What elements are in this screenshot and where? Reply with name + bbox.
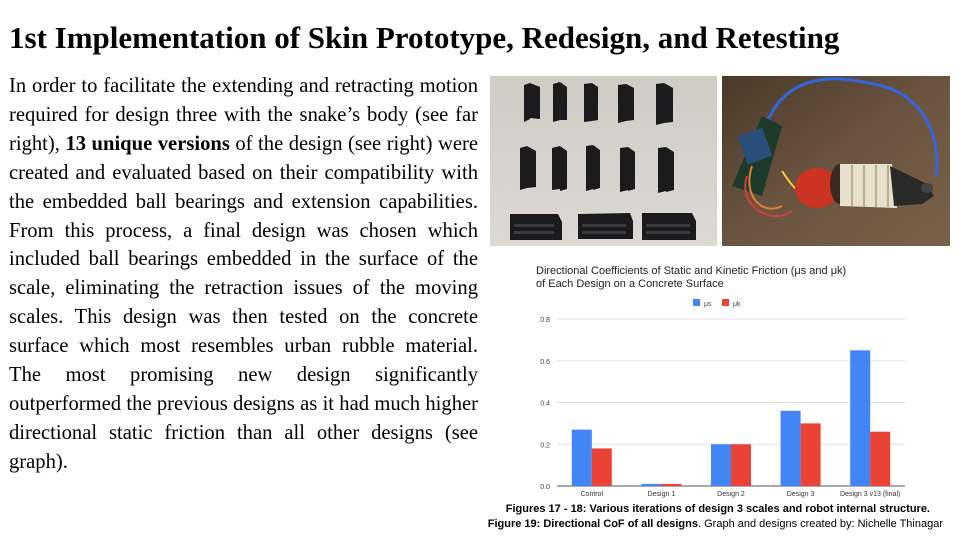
- bar-static-4: [850, 350, 870, 486]
- chart-title-line-2: of Each Design on a Concrete Surface: [536, 278, 724, 290]
- bar-static-0: [572, 430, 592, 486]
- bar-kinetic-0: [592, 448, 612, 486]
- x-tick-label-3: Design 3: [786, 491, 815, 498]
- legend-swatch-1: [722, 299, 729, 306]
- y-tick-label-1: 0.2: [540, 442, 550, 450]
- y-tick-label-3: 0.6: [540, 358, 550, 366]
- bar-static-1: [641, 484, 661, 486]
- friction-chart-svg: [527, 257, 932, 502]
- bar-kinetic-1: [661, 484, 681, 486]
- chart-bars: [572, 350, 890, 486]
- robot-photo: [722, 76, 950, 246]
- legend-label-0: μs: [704, 301, 712, 308]
- x-tick-label-1: Design 1: [647, 491, 676, 498]
- friction-chart: [527, 257, 932, 502]
- y-tick-label-4: 0.8: [540, 317, 550, 324]
- scales-photo: [490, 76, 717, 246]
- bar-kinetic-4: [870, 432, 890, 486]
- chart-x-labels: [581, 491, 901, 498]
- x-tick-label-4: Design 3 v13 (final): [840, 491, 901, 498]
- caption-figure-19-bold: Figure 19: Directional CoF of all designs: [487, 518, 698, 530]
- body-text-part-1: In order to facilitate the extending and retracting motion required for design three with the snake’s body (see far right),: [9, 75, 478, 155]
- bar-kinetic-3: [801, 423, 821, 486]
- body-text-part-2: of the design (see right) were created and evaluated based on their compatibility with the embedded ball bearings and extension capabilities. From this process, a final design was chosen which included ball bearings embedded in the surface of the scale, eliminating the retraction issues of the moving scales. This design was then tested on the concrete surface which most resembles urban rubble material. The most promising new design significantly outperformed the previous designs as it had much higher directional static friction than all other designs (see graph).: [9, 132, 478, 473]
- caption-figure-19: [488, 517, 943, 531]
- caption-figure-19-rest: . Graph and designs created by: Nichelle Thinagar: [698, 518, 943, 530]
- bar-static-3: [781, 411, 801, 486]
- chart-title-line-1: Directional Coefficients of Static and Kinetic Friction (μs and μk): [536, 265, 847, 277]
- caption-figures-17-18: Figures 17 - 18: Various iterations of design 3 scales and robot internal structure.: [505, 503, 930, 515]
- body-paragraph: [9, 72, 478, 477]
- y-tick-label-0: 0.0: [540, 484, 550, 491]
- legend-label-1: μk: [733, 301, 741, 308]
- x-tick-label-0: Control: [580, 491, 604, 498]
- bar-static-2: [711, 444, 731, 486]
- slide-title: 1st Implementation of Skin Prototype, Redesign, and Retesting: [9, 20, 840, 55]
- chart-legend: [693, 299, 741, 308]
- bar-kinetic-2: [731, 444, 751, 486]
- y-tick-label-2: 0.4: [540, 400, 550, 408]
- body-text-bold: 13 unique versions: [65, 132, 230, 155]
- x-tick-label-2: Design 2: [717, 491, 745, 498]
- legend-swatch-0: [693, 299, 700, 306]
